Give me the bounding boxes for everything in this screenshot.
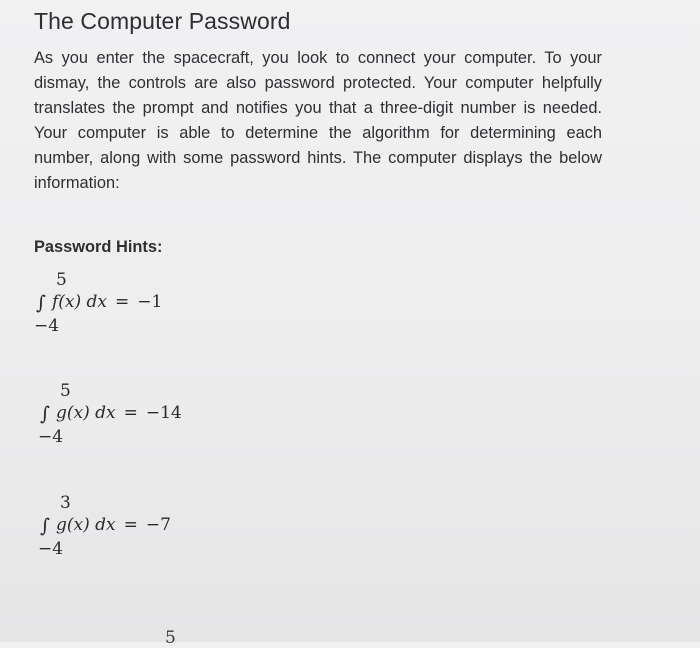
- integrand: g(x) dx: [56, 515, 116, 535]
- integral-upper-limit: 5: [56, 270, 67, 290]
- equals-sign: =: [115, 292, 130, 312]
- integral-lower-limit: −4: [38, 427, 64, 447]
- integral-sign-icon: ∫: [40, 515, 50, 537]
- integral-lower-limit: −4: [34, 316, 60, 336]
- integral-upper-limit: 5: [60, 381, 71, 401]
- integral-lower-limit: −4: [38, 539, 64, 559]
- page-title: The Computer Password: [34, 8, 291, 34]
- integral-result: −1: [137, 292, 163, 312]
- hints-heading: Password Hints:: [34, 238, 163, 256]
- integral-result: −14: [145, 403, 182, 423]
- cutoff-upper-limit: 5: [165, 628, 176, 648]
- integral-result: −7: [145, 515, 171, 535]
- intro-paragraph: As you enter the spacecraft, you look to connect your computer. To your dismay, the controls are also password protected. Your computer helpfully translates the prompt and notifies you that a three-digit number is needed. Your computer is able to determine the algorithm for determining each number, along with some password hints. The computer displays the below information:: [34, 49, 602, 192]
- equals-sign: =: [123, 515, 138, 535]
- integral-upper-limit: 3: [60, 493, 71, 513]
- integral-sign-icon: ∫: [36, 292, 46, 314]
- integral-sign-icon: ∫: [40, 403, 50, 425]
- integrand: g(x) dx: [56, 403, 116, 423]
- integral-expression: [56, 403, 182, 423]
- integral-expression: [52, 292, 162, 312]
- integrand: f(x) dx: [52, 292, 108, 312]
- integral-expression: [56, 515, 171, 535]
- equals-sign: =: [123, 403, 138, 423]
